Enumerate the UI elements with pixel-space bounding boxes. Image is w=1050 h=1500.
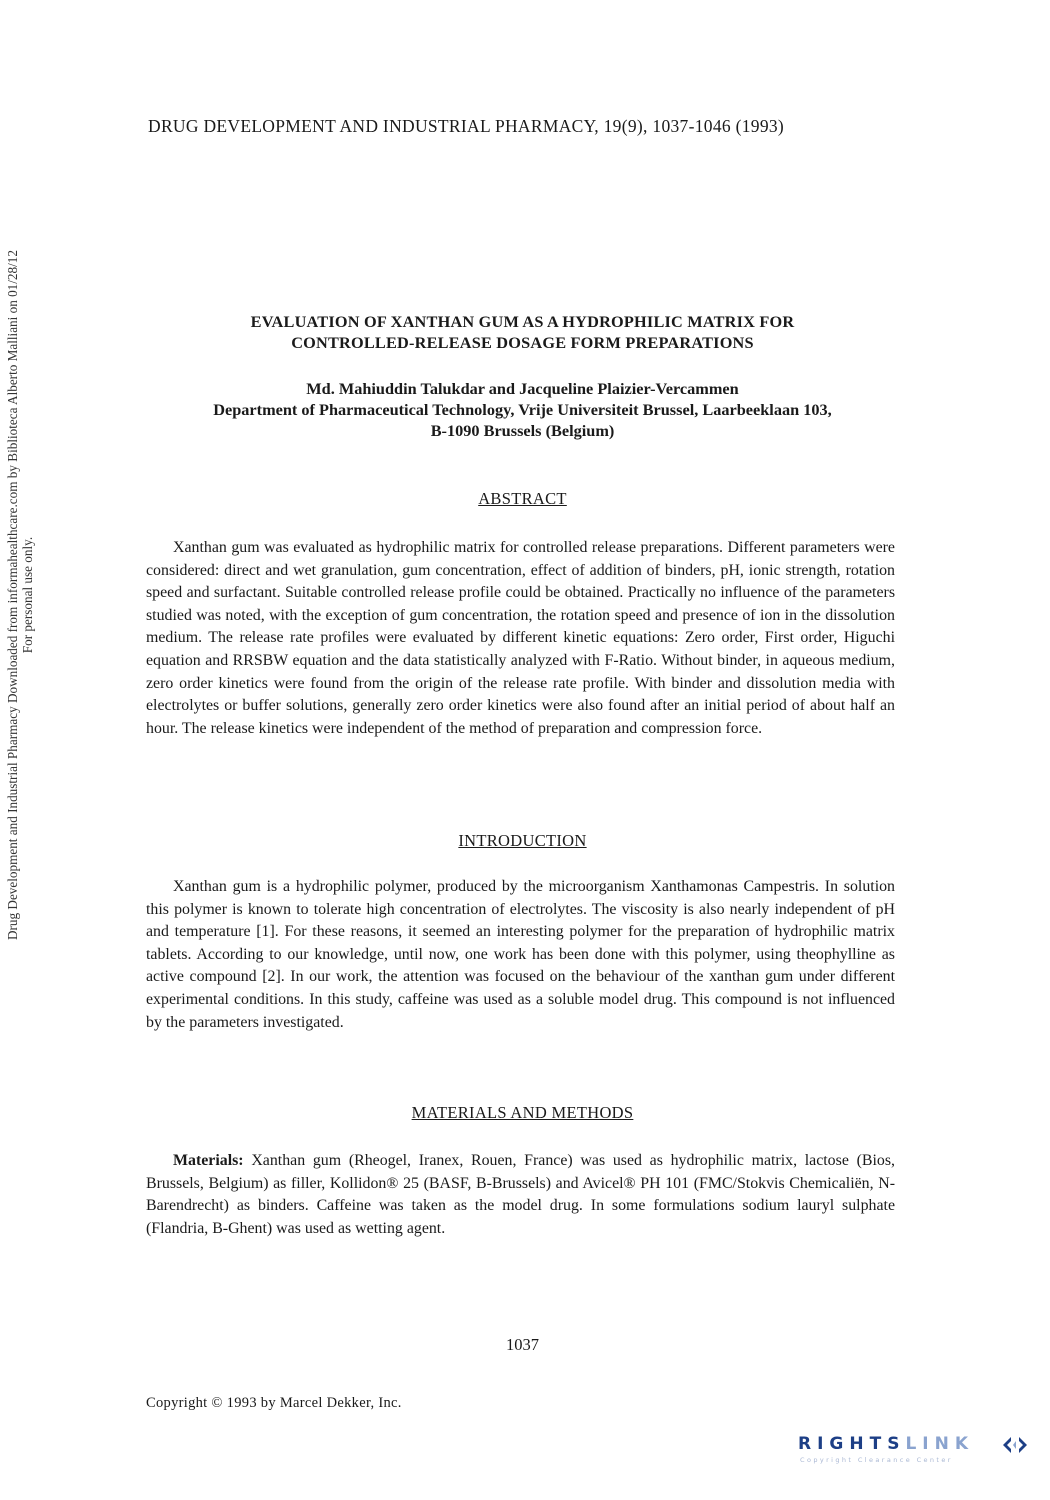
author-names: Md. Mahiuddin Talukdar and Jacqueline Plaizier-Vercammen [306,379,739,398]
article-title [150,311,895,353]
author-block [150,378,895,441]
materials-paragraph [146,1150,895,1240]
materials-text: Xanthan gum (Rheogel, Iranex, Rouen, France) was used as hydrophilic matrix, lactose (Bios, Brussels, Belgium) as filler, Kollidon® 25 (BASF, B-Brussels) and Avicel® PH 101 (FMC/Stokvis Chemicaliën, N-Barendrecht) as binders. Caffeine was taken as the model drug. In some formulations sodium lauryl sulphate (Flandria, B-Ghent) was used as wetting agent. [146,1152,895,1237]
download-watermark-line1: Drug Development and Industrial Pharmacy Downloaded from informahealthcare.com by Biblioteca Alberto Malliani on 01/28/12 [5,250,20,940]
rightslink-arrow-icon [1001,1435,1029,1455]
materials-lead: Materials: [173,1152,244,1169]
journal-header: DRUG DEVELOPMENT AND INDUSTRIAL PHARMACY, 19(9), 1037-1046 (1993) [148,116,785,136]
copyright-notice: Copyright © 1993 by Marcel Dekker, Inc. [146,1395,402,1411]
article-title-line1: EVALUATION OF XANTHAN GUM AS A HYDROPHILIC MATRIX FOR [250,312,795,331]
affiliation-line2: B-1090 Brussels (Belgium) [430,421,615,440]
affiliation-line1: Department of Pharmaceutical Technology, Vrije Universiteit Brussel, Laarbeeklaan 103, [213,400,832,419]
abstract-text: Xanthan gum was evaluated as hydrophilic matrix for controlled release preparations. Different parameters were considered: direct and wet granulation, gum concentration, effect of addition of binders, pH, ionic strength, rotation speed and surfactant. Suitable controlled release profile could be obtained. Practically no influence of the parameters studied was noted, with the exception of gum concentration, the rotation speed and presence of ion in the dissolution medium. The release rate profiles were evaluated by different kinetic equations: Zero order, First order, Higuchi equation and RRSBW equation and the data statistically analyzed with F-Ratio. Without binder, in aqueous medium, zero order kinetics were found from the origin of the release rate profile. With binder and dissolution media with electrolytes or buffer solutions, generally zero order kinetics were also found after an initial period of about half an hour. The release kinetics were independent of the method of preparation and compression force. [146,539,895,737]
abstract-heading: ABSTRACT [478,489,567,508]
rightslink-tagline: Copyright Clearance Center [800,1456,953,1464]
article-title-line2: CONTROLLED-RELEASE DOSAGE FORM PREPARATIONS [291,333,754,352]
download-watermark-line2: For personal use only. [20,536,35,654]
rightslink-logo[interactable] [798,1434,1032,1474]
rightslink-word-light: LINK [905,1434,974,1454]
rightslink-word-strong: RIGHTS [798,1434,906,1454]
rightslink-wordmark [798,1434,974,1454]
introduction-heading: INTRODUCTION [458,831,587,850]
methods-heading: MATERIALS AND METHODS [411,1103,634,1122]
page-number: 1037 [506,1335,539,1354]
introduction-text: Xanthan gum is a hydrophilic polymer, produced by the microorganism Xanthamonas Campestris. In solution this polymer is known to tolerate high concentration of electrolytes. The viscosity is also nearly independent of pH and temperature [1]. For these reasons, it seemed an interesting polymer for the preparation of hydrophilic matrix tablets. According to our knowledge, until now, one work has been done with this polymer, using theophylline as active compound [2]. In our work, the attention was focused on the behaviour of the xanthan gum under different experimental conditions. In this study, caffeine was used as a soluble model drug. This compound is not influenced by the parameters investigated. [146,878,895,1031]
download-watermark [5,0,45,1190]
